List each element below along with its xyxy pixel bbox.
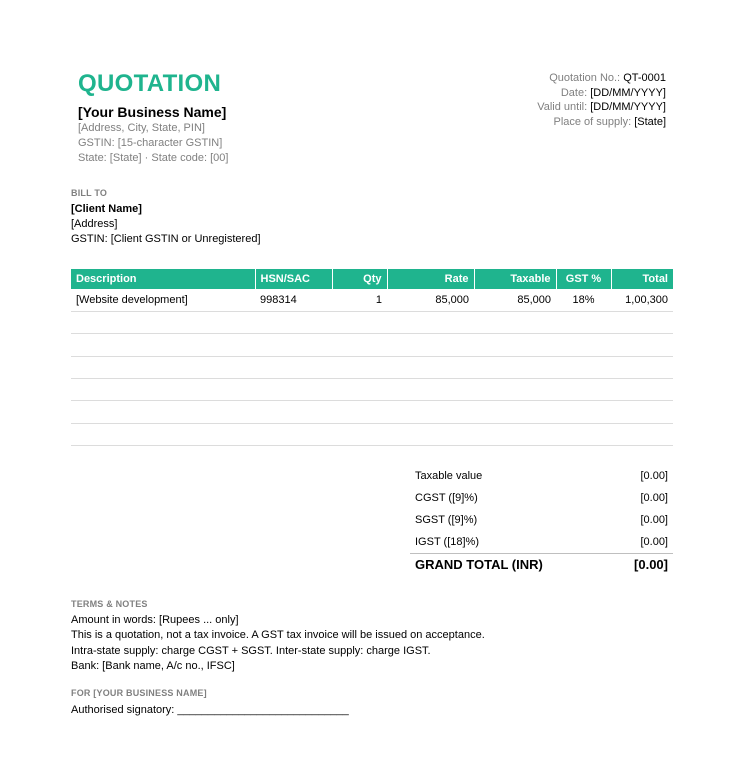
- table-cell: 1,00,300: [611, 289, 673, 311]
- business-address: [Address, City, State, PIN]: [78, 122, 205, 134]
- terms-line: Bank: [Bank name, A/c no., IFSC]: [71, 660, 235, 672]
- table-cell: [255, 311, 332, 333]
- table-cell: [255, 401, 332, 423]
- table-cell: [255, 379, 332, 401]
- table-cell: [556, 379, 611, 401]
- table-cell: [611, 401, 673, 423]
- column-header: Qty: [332, 269, 387, 289]
- quotation-meta: [537, 71, 666, 129]
- table-cell: [71, 379, 255, 401]
- totals-table: [410, 465, 673, 576]
- table-cell: [71, 401, 255, 423]
- client-address: [Address]: [71, 218, 118, 230]
- terms-line: Intra-state supply: charge CGST + SGST. Inter-state supply: charge IGST.: [71, 645, 431, 657]
- table-cell: [71, 423, 255, 445]
- column-header: Description: [71, 269, 255, 289]
- table-cell: [332, 334, 387, 356]
- column-header: Taxable: [474, 269, 556, 289]
- business-state: State: [State] · State code: [00]: [78, 152, 229, 164]
- signature-label: FOR [YOUR BUSINESS NAME]: [71, 688, 207, 698]
- table-cell: [556, 311, 611, 333]
- client-gstin: GSTIN: [Client GSTIN or Unregistered]: [71, 233, 261, 245]
- grand-total-row: [410, 553, 673, 576]
- totals-value: [0.00]: [640, 492, 668, 504]
- table-cell: [332, 379, 387, 401]
- terms-line: This is a quotation, not a tax invoice. A GST tax invoice will be issued on acceptance.: [71, 629, 485, 641]
- table-cell: [387, 379, 474, 401]
- table-cell: [611, 311, 673, 333]
- totals-row: [410, 531, 673, 553]
- table-cell: [332, 311, 387, 333]
- table-cell: [387, 423, 474, 445]
- table-cell: [556, 423, 611, 445]
- totals-label: Taxable value: [415, 470, 483, 482]
- totals-label: CGST ([9]%): [415, 492, 478, 504]
- meta-quotation-no: Quotation No.: QT-0001: [549, 72, 666, 84]
- table-cell: [387, 334, 474, 356]
- table-cell: [332, 423, 387, 445]
- table-cell: [387, 311, 474, 333]
- table-row: [71, 356, 673, 378]
- table-cell: [255, 334, 332, 356]
- totals-value: [0.00]: [640, 535, 668, 548]
- column-header: GST %: [556, 269, 611, 289]
- terms-label: TERMS & NOTES: [71, 599, 148, 609]
- table-cell: [556, 401, 611, 423]
- table-cell: [611, 379, 673, 401]
- table-row: [71, 289, 673, 311]
- totals-row: [410, 509, 673, 531]
- table-cell: [387, 356, 474, 378]
- column-header: HSN/SAC: [255, 269, 332, 289]
- totals-value: [0.00]: [640, 470, 668, 482]
- totals-label: IGST ([18]%): [415, 535, 479, 548]
- table-row: [71, 423, 673, 445]
- table-row: [71, 334, 673, 356]
- table-cell: [611, 423, 673, 445]
- table-cell: [556, 334, 611, 356]
- totals-label: SGST ([9]%): [415, 514, 478, 526]
- table-cell: [556, 356, 611, 378]
- table-cell: [611, 334, 673, 356]
- totals-row: [410, 465, 673, 487]
- column-header: Total: [611, 269, 673, 289]
- table-cell: 85,000: [387, 289, 474, 311]
- grand-total-value: [0.00]: [609, 553, 673, 576]
- table-cell: [71, 356, 255, 378]
- table-cell: 85,000: [474, 289, 556, 311]
- signature-line: Authorised signatory: ____________________________: [71, 704, 349, 716]
- table-cell: [255, 356, 332, 378]
- table-cell: [332, 401, 387, 423]
- meta-valid-until: Valid until: [DD/MM/YYYY]: [537, 101, 666, 114]
- table-cell: [474, 423, 556, 445]
- business-name: [Your Business Name]: [78, 104, 227, 120]
- grand-total-label: GRAND TOTAL (INR): [410, 553, 609, 576]
- table-cell: [332, 356, 387, 378]
- table-cell: [387, 401, 474, 423]
- table-cell: [474, 401, 556, 423]
- table-row: [71, 401, 673, 423]
- table-row: [71, 379, 673, 401]
- table-cell: 1: [332, 289, 387, 311]
- table-row: [71, 311, 673, 333]
- client-name: [Client Name]: [71, 203, 142, 215]
- terms-line: Amount in words: [Rupees ... only]: [71, 614, 239, 626]
- document-title: QUOTATION: [78, 70, 222, 97]
- table-cell: 998314: [255, 289, 332, 311]
- table-cell: [71, 334, 255, 356]
- bill-to-label: BILL TO: [71, 188, 108, 198]
- meta-place-of-supply: Place of supply: [State]: [553, 115, 666, 128]
- table-cell: [474, 379, 556, 401]
- table-cell: [255, 423, 332, 445]
- table-cell: [Website development]: [71, 289, 255, 311]
- table-cell: [71, 311, 255, 333]
- totals-value: [0.00]: [640, 514, 668, 526]
- table-cell: [474, 356, 556, 378]
- table-cell: 18%: [556, 289, 611, 311]
- meta-date: Date: [DD/MM/YYYY]: [560, 86, 666, 99]
- totals-row: [410, 487, 673, 509]
- business-gstin: GSTIN: [15-character GSTIN]: [78, 137, 223, 149]
- table-cell: [474, 311, 556, 333]
- line-items-table: [71, 269, 673, 446]
- table-cell: [474, 334, 556, 356]
- table-cell: [611, 356, 673, 378]
- column-header: Rate: [387, 269, 474, 289]
- table-header-row: [71, 269, 673, 289]
